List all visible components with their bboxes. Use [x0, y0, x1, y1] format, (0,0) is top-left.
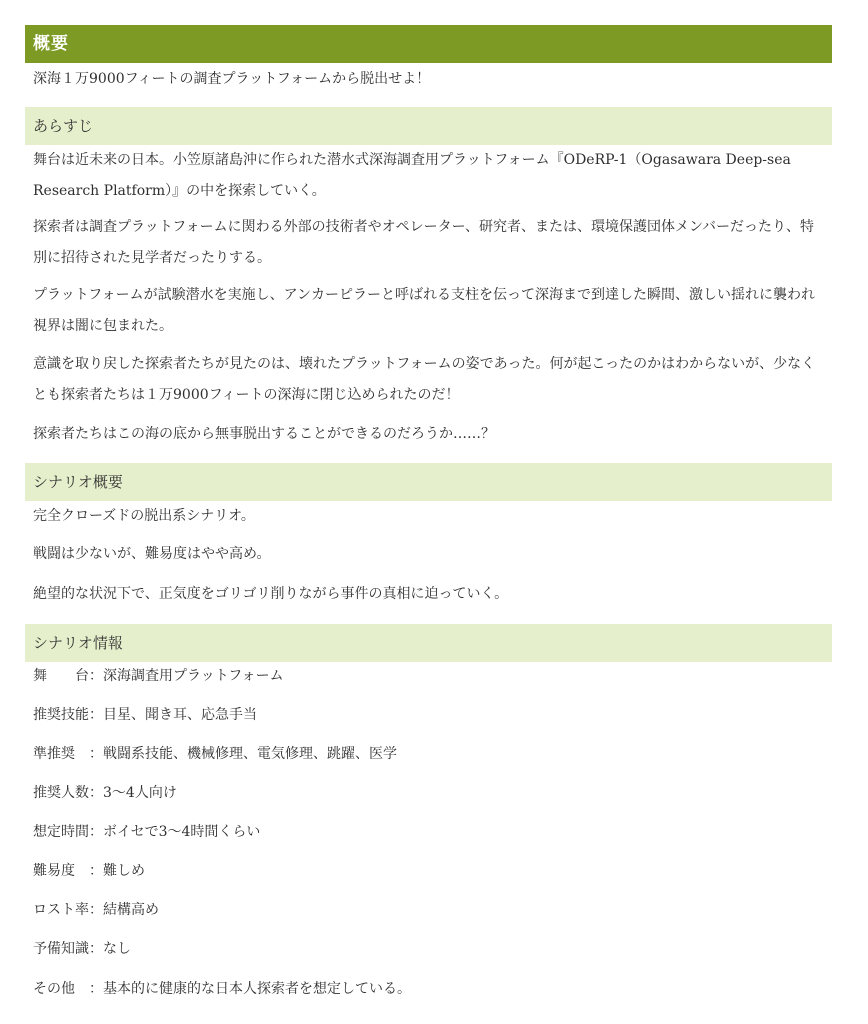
info-key: ロスト率： [33, 902, 103, 918]
info-row-other [33, 978, 828, 1000]
info-value: 3～4人向け [103, 785, 177, 801]
info-key: その他 ： [33, 981, 103, 997]
scenario-overview-heading: シナリオ概要 [25, 463, 832, 501]
scenario-overview-line: 絶望的な状況下で、正気度をゴリゴリ削りながら事件の真相に迫っていく。 [33, 586, 509, 602]
info-key: 予備知識： [33, 941, 103, 957]
synopsis-paragraph: 舞台は近未来の日本。小笠原諸島沖に作られた潜水式深海調査用プラットフォーム『ODeRP-1（Ogasawara Deep-sea Research Platform）』の中を探索していく。 [33, 152, 791, 199]
info-value: 戦闘系技能、機械修理、電気修理、跳躍、医学 [103, 746, 397, 762]
info-row-prior-knowledge [33, 938, 828, 960]
info-value: 深海調査用プラットフォーム [103, 668, 284, 684]
info-value: 結構高め [103, 902, 159, 918]
overview-banner: 概要 [25, 25, 832, 63]
scenario-overview-line: 完全クローズドの脱出系シナリオ。 [33, 508, 255, 524]
synopsis-paragraph: 探索者は調査プラットフォームに関わる外部の技術者やオペレーター、研究者、または、環境保護団体メンバーだったり、特別に招待された見学者だったりする。 [33, 219, 815, 266]
info-row-duration [33, 821, 828, 843]
synopsis-paragraph: 意識を取り戻した探索者たちが見たのは、壊れたプラットフォームの姿であった。何が起こったのかはわからないが、少なくとも探索者たちは１万9000フィートの深海に閉じ込められたのだ！ [33, 356, 816, 403]
info-key: 推奨人数： [33, 785, 103, 801]
overview-tagline: 深海１万9000フィートの調査プラットフォームから脱出せよ！ [33, 71, 431, 87]
scenario-info-heading: シナリオ情報 [25, 624, 832, 662]
synopsis-paragraph: 探索者たちはこの海の底から無事脱出することができるのだろうか……？ [33, 426, 495, 442]
info-row-stage [33, 665, 828, 687]
info-row-semi-recommended [33, 743, 828, 765]
info-row-players [33, 782, 828, 804]
info-value: ボイセで3～4時間くらい [103, 824, 261, 840]
info-row-lost-rate [33, 899, 828, 921]
info-key: 難易度 ： [33, 863, 103, 879]
info-key: 舞 台： [33, 668, 103, 684]
info-row-recommended-skills [33, 704, 828, 726]
info-key: 準推奨 ： [33, 746, 103, 762]
info-value: 目星、聞き耳、応急手当 [103, 707, 257, 723]
synopsis-paragraph: プラットフォームが試験潜水を実施し、アンカーピラーと呼ばれる支柱を伝って深海まで到達した瞬間、激しい揺れに襲われ視界は闇に包まれた。 [33, 287, 816, 334]
info-key: 想定時間： [33, 824, 103, 840]
info-value: なし [103, 941, 131, 957]
synopsis-heading: あらすじ [25, 107, 832, 145]
info-value: 難しめ [103, 863, 145, 879]
scenario-overview-line: 戦闘は少ないが、難易度はやや高め。 [33, 546, 271, 562]
info-row-difficulty [33, 860, 828, 882]
info-key: 推奨技能： [33, 707, 103, 723]
info-value: 基本的に健康的な日本人探索者を想定している。 [103, 981, 411, 997]
